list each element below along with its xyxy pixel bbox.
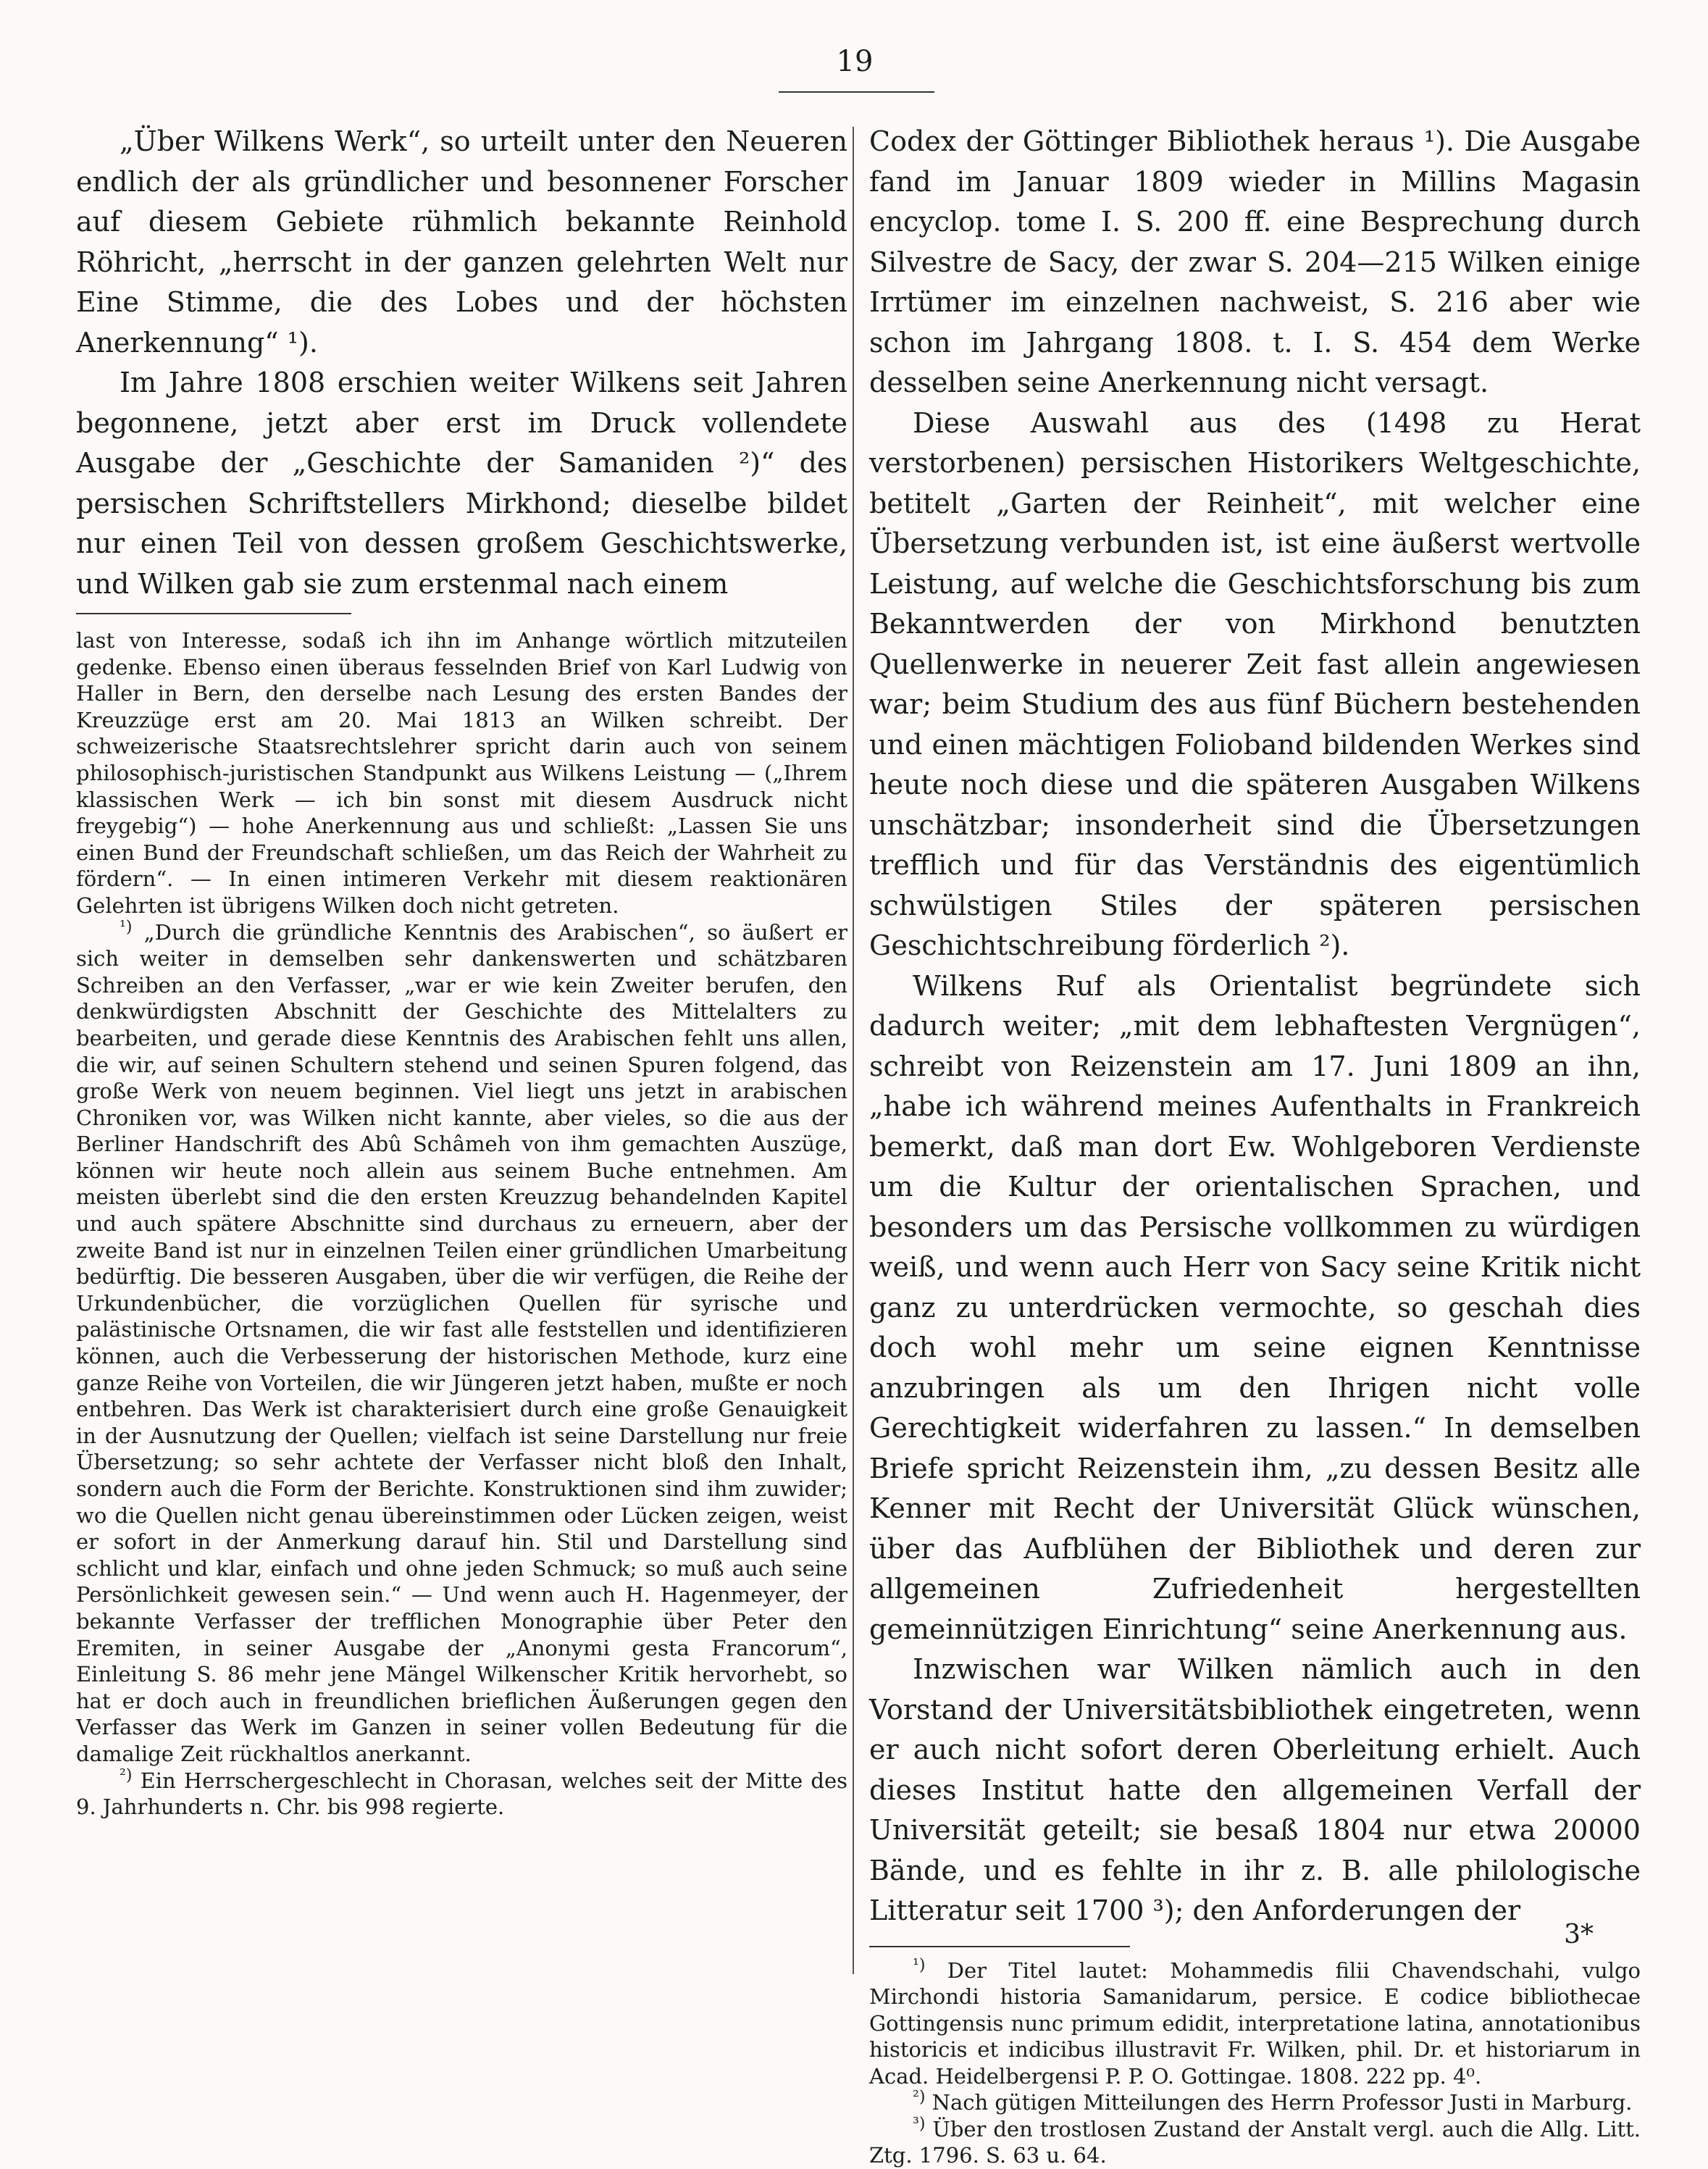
footnote-rule-right [869,1946,1130,1947]
footnote-mark: ²) [913,2088,926,2107]
right-footnote-2-text: Nach gütigen Mitteilungen des Herrn Professor Justi in Marburg. [932,2090,1633,2115]
footnote-mark: ³) [913,2114,926,2133]
right-column [869,122,1641,2169]
signature-mark: 3* [1564,1920,1594,1949]
left-footnotes [76,627,847,1821]
right-footnote-1 [869,1957,1641,2090]
right-footnote-1-text: Der Titel lautet: Mohammedis filii Chavendschahi, vulgo Mirchondi historia Samanidarum, persice. E codice bibliothecae Gottingensis nunc primum edidit, interpretatione latina, annotationibus historicis et indicibus illustravit Fr. Wilken, phil. Dr. et historiarum in Acad. Heidelbergensi P. P. O. Gottingae. 1808. 222 pp. 4⁰. [869,1957,1641,2089]
footnote-mark: ²) [120,1765,133,1784]
footnote-mark: ¹) [913,1955,926,1974]
right-footnote-2 [869,2089,1641,2116]
footnote-rule-left [76,613,351,614]
right-paragraph-4: Inzwischen war Wilken nämlich auch in den Vorstand der Universitätsbibliothek eingetreten, wenn er auch nicht sofort deren Oberleitung erhielt. Auch dieses Institut hatte den allgemeinen Verfall der Universität geteilt; sie besaß 1804 nur etwa 20000 Bände, und es fehlte in ihr z. B. alle philologische Litteratur seit 1700 ³); den Anforderungen der [869,1653,1641,1926]
right-footnote-3 [869,2116,1641,2169]
footnote-continuation: last von Interesse, sodaß ich ihn im Anhange wörtlich mitzuteilen gedenke. Ebenso einen überaus fesselnden Brief von Karl Ludwig von Haller in Bern, den derselbe nach Lesung des ersten Bandes der Kreuzzüge erst am 20. Mai 1813 an Wilken schreibt. Der schweizerische Staatsrechtslehrer spricht darin auch von seinem philosophisch-juristischen Standpunkt aus Wilkens Leistung — („Ihrem klassischen Werk — ich bin sonst mit diesem Ausdruck nicht freygebig“) — hohe Anerkennung aus und schließt: „Lassen Sie uns einen Bund der Freundschaft schließen, um das Reich der Wahrheit zu fördern“. — In einen intimeren Verkehr mit diesem reaktionären Gelehrten ist übrigens Wilken doch nicht getreten. [76,628,847,918]
page-number: 19 [836,45,874,78]
right-paragraph-3: Wilkens Ruf als Orientalist begründete sich dadurch weiter; „mit dem lebhaftesten Vergnügen“, schreibt von Reizenstein am 17. Juni 1809 an ihn, „habe ich während meines Aufenthalts in Frankreich bemerkt, daß man dort Ew. Wohlgeboren Verdienste um die Kultur der orientalischen Sprachen, und besonders um das Persische vollkommen zu würdigen weiß, und wenn auch Herr von Sacy seine Kritik nicht ganz zu unterdrücken vermochte, so geschah dies doch wohl mehr um seine eignen Kenntnisse anzubringen als um den Ihrigen nicht volle Gerechtigkeit widerfahren zu lassen.“ In demselben Briefe spricht Reizenstein ihm, „zu dessen Besitz alle Kenner mit Recht der Universität Glück wünschen, über das Aufblühen der Bibliothek und deren zur allgemeinen Zufriedenheit hergestellten gemeinnützigen Einrichtung“ seine Anerkennung aus. [869,969,1641,1645]
left-footnote-2-text: Ein Herrschergeschlecht in Chorasan, welches seit der Mitte des 9. Jahrhunderts n. Chr. bis 998 regierte. [76,1768,847,1820]
left-footnote-1 [76,919,847,1768]
left-paragraph-2: Im Jahre 1808 erschien weiter Wilkens seit Jahren begonnene, jetzt aber erst im Druck vollendete Ausgabe der „Geschichte der Samaniden ²)“ des persischen Schriftstellers Mirkhond; dieselbe bildet nur einen Teil von dessen großem Geschichtswerke, und Wilken gab sie zum erstenmal nach einem [76,367,847,600]
right-footnote-3-text: Über den trostlosen Zustand der Anstalt vergl. auch die Allg. Litt. Ztg. 1796. S. 63 u. 64. [869,2116,1641,2168]
left-footnote-1-text: „Durch die gründliche Kenntnis des Arabischen“, so äußert er sich weiter in demselben sehr dankenswerten und schätzbaren Schreiben an den Verfasser, „war er wie kein Zweiter berufen, den denkwürdigsten Abschnitt der Geschichte des Mittelalters zu bearbeiten, und gerade diese Kenntnis des Arabischen fehlt uns allen, die wir, auf seinen Schultern stehend und seinen Spuren folgend, das große Werk von neuem beginnen. Viel liegt uns jetzt in arabischen Chroniken vor, was Wilken nicht kannte, aber vieles, so die aus der Berliner Handschrift des Abû Schâmeh von ihm gemachten Auszüge, können wir heute noch allein aus seinem Buche entnehmen. Am meisten überlebt sind die den ersten Kreuzzug behandelnden Kapitel und auch spätere Abschnitte sind durchaus zu erneuern, aber der zweite Band ist nur in einzelnen Teilen einer gründlichen Umarbeitung bedürftig. Die besseren Ausgaben, über die wir verfügen, die Reihe der Urkundenbücher, die vorzüglichen Quellen für syrische und palästinische Ortsnamen, die wir fast alle feststellen und identifizieren können, auch die Verbesserung der historischen Methode, kurz eine ganze Reihe von Vorteilen, die wir Jüngeren jetzt haben, mußte er noch entbehren. Das Werk ist charakterisiert durch eine große Genauigkeit in der Ausnutzung der Quellen; vielfach ist seine Darstellung nur freie Übersetzung; so sehr achtete der Verfasser nicht bloß den Inhalt, sondern auch die Form der Berichte. Konstruktionen sind ihm zuwider; wo die Quellen nicht genau übereinstimmen oder Lücken zeigen, weist er sofort in der Anmerkung darauf hin. Stil und Darstellung sind schlicht und klar, einfach und ohne jeden Schmuck; so muß auch seine Persönlichkeit gewesen sein.“ — Und wenn auch H. Hagenmeyer, der bekannte Verfasser der trefflichen Monographie über Peter den Eremiten, in seiner Ausgabe der „Anonymi gesta Francorum“, Einleitung S. 86 mehr jene Mängel Wilkenscher Kritik hervorhebt, so hat er doch auch in freundlichen brieflichen Äußerungen gegen den Verfasser das Werk im Ganzen in seiner vollen Bedeutung für die damalige Zeit rückhaltlos anerkannt. [76,919,847,1766]
footnote-mark: ¹) [120,917,133,936]
header-rule [779,91,934,93]
column-divider [853,127,854,1974]
right-paragraph-2: Diese Auswahl aus des (1498 zu Herat verstorbenen) persischen Historikers Weltgeschichte, betitelt „Garten der Reinheit“, mit welcher eine Übersetzung verbunden ist, ist eine äußerst wertvolle Leistung, auf welche die Geschichtsforschung bis zum Bekanntwerden der von Mirkhond benutzten Quellenwerke in neuerer Zeit fast allein angewiesen war; beim Studium des aus fünf Büchern bestehenden und einen mächtigen Folioband bildenden Werkes sind heute noch diese und die späteren Ausgaben Wilkens unschätzbar; insonderheit sind die Übersetzungen trefflich und für das Verständnis des eigentümlich schwülstigen Stiles der späteren persischen Geschichtschreibung förderlich ²). [869,406,1641,961]
right-paragraph-1: Codex der Göttinger Bibliothek heraus ¹). Die Ausgabe fand im Januar 1809 wieder in Millins Magasin encyclop. tome I. S. 200 ff. eine Besprechung durch Silvestre de Sacy, der zwar S. 204—215 Wilken einige Irrtümer im einzelnen nachweist, S. 216 aber wie schon im Jahrgang 1808. t. I. S. 454 dem Werke desselben seine Anerkennung nicht versagt. [869,125,1641,398]
left-paragraph-1: „Über Wilkens Werk“, so urteilt unter den Neueren endlich der als gründlicher und besonnener Forscher auf diesem Gebiete rühmlich bekannte Reinhold Röhricht, „herrscht in der ganzen gelehrten Welt nur Eine Stimme, die des Lobes und der höchsten Anerkennung“ ¹). [76,125,847,359]
left-footnote-2 [76,1765,847,1821]
right-footnotes [869,1957,1641,2169]
left-column [76,122,847,1821]
